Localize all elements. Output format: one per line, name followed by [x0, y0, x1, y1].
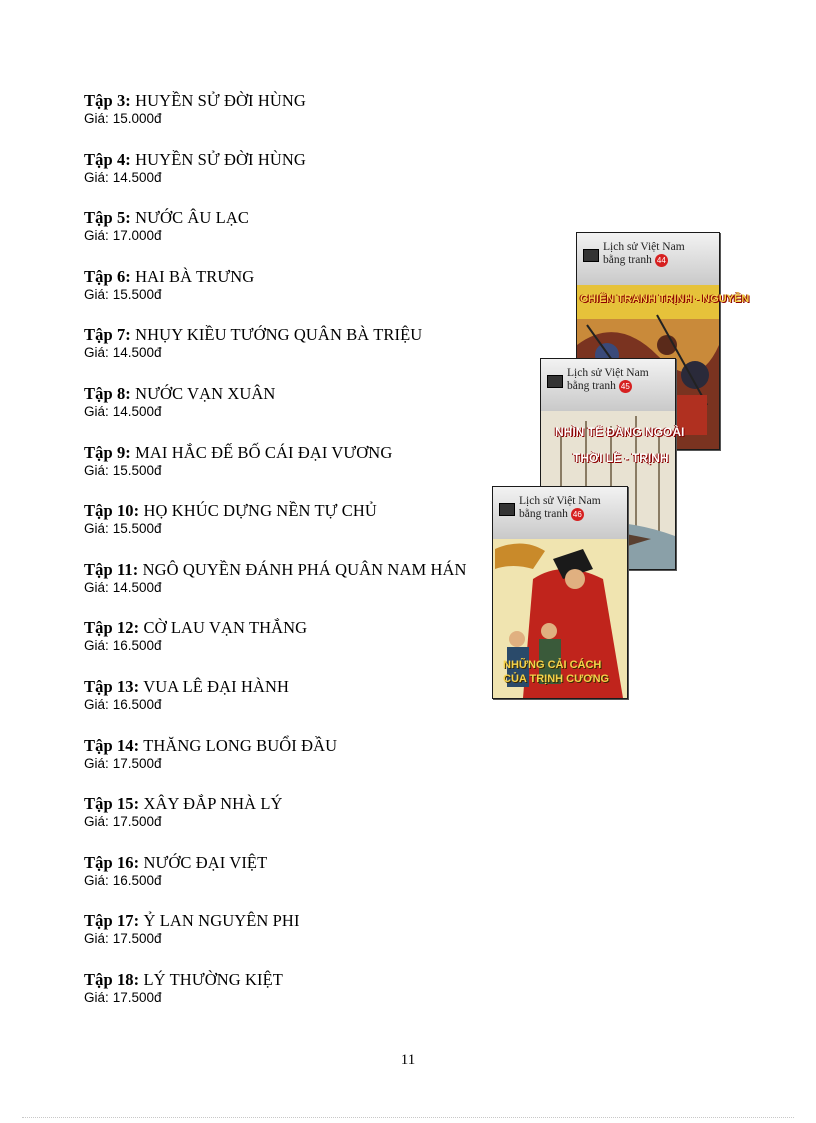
book-title-line: [84, 911, 504, 931]
book-title: CỜ LAU VẠN THẮNG: [143, 618, 308, 638]
book-entry: [84, 150, 504, 209]
book-title-line: [84, 794, 504, 814]
book-entry: [84, 501, 504, 560]
book-title-line: [84, 91, 504, 111]
price-label: Giá:: [84, 286, 109, 302]
book-title: THĂNG LONG BUỔI ĐẦU: [143, 735, 338, 755]
price-value: 16.500đ: [112, 696, 162, 712]
cover-series-title: Lịch sử Việt Nam bằng tranh 46: [519, 495, 601, 521]
book-entry: [84, 267, 504, 326]
price-label: Giá:: [84, 111, 109, 126]
volume-number: Tập 16:: [84, 852, 140, 872]
price-line: [84, 814, 504, 830]
price-line: [84, 345, 504, 361]
book-title: NƯỚC ÂU LẠC: [135, 208, 249, 228]
book-title-line: [84, 501, 504, 521]
cover-header: [541, 359, 675, 411]
price-line: [84, 463, 504, 479]
book-title-line: [84, 267, 504, 287]
book-entry: [84, 384, 504, 443]
book-entry: [84, 208, 504, 267]
book-entry: [84, 794, 504, 853]
price-value: 17.500đ: [112, 931, 162, 947]
price-value: 14.500đ: [112, 169, 162, 185]
book-entry: [84, 736, 504, 795]
volume-number: Tập 3:: [84, 91, 131, 110]
cover-header: [577, 233, 719, 285]
cover-title: NHÌN TỂ ĐÀNG NGOÀI: [555, 425, 685, 439]
price-label: Giá:: [84, 228, 109, 244]
volume-number: Tập 12:: [84, 618, 140, 638]
cover-title: CỦA TRỊNH CƯƠNG: [503, 673, 610, 685]
book-title: NGÔ QUYỀN ĐÁNH PHÁ QUÂN NAM HÁN: [142, 559, 467, 579]
book-title: MAI HẮC ĐẾ BỐ CÁI ĐẠI VƯƠNG: [135, 442, 393, 462]
price-line: [84, 638, 504, 654]
price-label: Giá:: [84, 696, 109, 712]
volume-number: Tập 14:: [84, 735, 140, 755]
cover-volume-badge: 46: [571, 508, 584, 521]
book-title-line: [84, 853, 504, 873]
book-title: NƯỚC ĐẠI VIỆT: [143, 852, 268, 872]
price-label: Giá:: [84, 989, 109, 1005]
publisher-logo-icon: [583, 249, 599, 262]
cover-series-title: Lịch sử Việt Nam bằng tranh 45: [567, 367, 649, 393]
book-entry: [84, 618, 504, 677]
book-entry: [84, 911, 504, 970]
price-label: Giá:: [84, 814, 109, 830]
price-line: [84, 990, 504, 1006]
book-title: Ỷ LAN NGUYÊN PHI: [143, 911, 300, 931]
price-value: 15.500đ: [112, 462, 162, 478]
price-label: Giá:: [84, 579, 109, 595]
book-title: HUYỀN SỬ ĐỜI HÙNG: [135, 149, 306, 169]
cover-series-title: Lịch sử Việt Nam bằng tranh 44: [603, 241, 685, 267]
book-entry: [84, 560, 504, 619]
price-line: [84, 287, 504, 303]
price-value: 14.500đ: [112, 403, 162, 419]
price-label: Giá:: [84, 462, 109, 478]
price-line: [84, 521, 504, 537]
book-title: HỌ KHÚC DỰNG NỀN TỰ CHỦ: [143, 501, 377, 521]
book-list: [84, 91, 504, 1029]
volume-number: Tập 7:: [84, 325, 131, 345]
book-title-line: [84, 325, 504, 345]
bottom-divider: [22, 1117, 794, 1118]
price-label: Giá:: [84, 755, 109, 771]
book-title-line: [84, 208, 504, 228]
book-title-line: [84, 736, 504, 756]
book-entry: [84, 443, 504, 502]
price-line: [84, 228, 504, 244]
publisher-logo-icon: [547, 375, 563, 388]
cover-title: NHỮNG CẢI CÁCH: [503, 659, 602, 671]
price-value: 17.500đ: [112, 814, 162, 830]
price-value: 15.500đ: [112, 286, 162, 302]
volume-number: Tập 13:: [84, 676, 140, 696]
price-value: 15.500đ: [112, 521, 162, 537]
price-line: [84, 931, 504, 947]
volume-number: Tập 8:: [84, 383, 131, 403]
price-value: 17.500đ: [112, 989, 162, 1005]
book-title-line: [84, 443, 504, 463]
price-label: Giá:: [84, 345, 109, 361]
price-label: Giá:: [84, 872, 109, 888]
price-line: [84, 404, 504, 420]
volume-number: Tập 9:: [84, 442, 131, 462]
book-title: NHỤY KIỀU TƯỚNG QUÂN BÀ TRIỆU: [135, 325, 423, 345]
volume-number: Tập 4:: [84, 149, 131, 169]
price-line: [84, 580, 504, 596]
book-cover-46: [492, 486, 628, 699]
price-value: 17.500đ: [112, 755, 162, 771]
price-value: 14.500đ: [112, 579, 162, 595]
cover-title: THỜI LÊ - TRỊNH: [573, 451, 669, 465]
book-title: XÂY ĐẮP NHÀ LÝ: [143, 794, 283, 814]
price-line: [84, 697, 504, 713]
price-value: 15.000đ: [112, 111, 162, 126]
book-title-line: [84, 150, 504, 170]
price-label: Giá:: [84, 931, 109, 947]
book-title-line: [84, 618, 504, 638]
book-title-line: [84, 560, 504, 580]
price-line: [84, 873, 504, 889]
price-line: [84, 756, 504, 772]
book-title-line: [84, 970, 504, 990]
price-value: 14.500đ: [112, 345, 162, 361]
book-title: HAI BÀ TRƯNG: [135, 266, 255, 286]
cover-volume-badge: 45: [619, 380, 632, 393]
volume-number: Tập 18:: [84, 969, 140, 989]
cover-title: CHIẾN TRANH TRỊNH - NGUYỄN: [580, 293, 750, 305]
book-entry: [84, 325, 504, 384]
price-label: Giá:: [84, 403, 109, 419]
volume-number: Tập 5:: [84, 208, 131, 228]
price-value: 17.000đ: [112, 228, 162, 244]
book-title-line: [84, 384, 504, 404]
price-line: [84, 170, 504, 186]
page-number: 11: [400, 1052, 416, 1068]
book-title-line: [84, 677, 504, 697]
price-line: [84, 111, 504, 127]
book-title: LÝ THƯỜNG KIỆT: [143, 969, 283, 989]
volume-number: Tập 10:: [84, 501, 140, 521]
cover-header: [493, 487, 627, 539]
book-entry: [84, 91, 504, 150]
price-label: Giá:: [84, 521, 109, 537]
price-label: Giá:: [84, 169, 109, 185]
volume-number: Tập 6:: [84, 266, 131, 286]
publisher-logo-icon: [499, 503, 515, 516]
cover-volume-badge: 44: [655, 254, 668, 267]
volume-number: Tập 15:: [84, 794, 140, 814]
book-entry: [84, 853, 504, 912]
book-entry: [84, 970, 504, 1029]
price-value: 16.500đ: [112, 638, 162, 654]
book-entry: [84, 677, 504, 736]
price-value: 16.500đ: [112, 872, 162, 888]
book-title: HUYỀN SỬ ĐỜI HÙNG: [135, 91, 306, 110]
book-title: NƯỚC VẠN XUÂN: [135, 383, 276, 403]
volume-number: Tập 11:: [84, 559, 139, 579]
volume-number: Tập 17:: [84, 911, 140, 931]
book-title: VUA LÊ ĐẠI HÀNH: [143, 676, 290, 696]
price-label: Giá:: [84, 638, 109, 654]
